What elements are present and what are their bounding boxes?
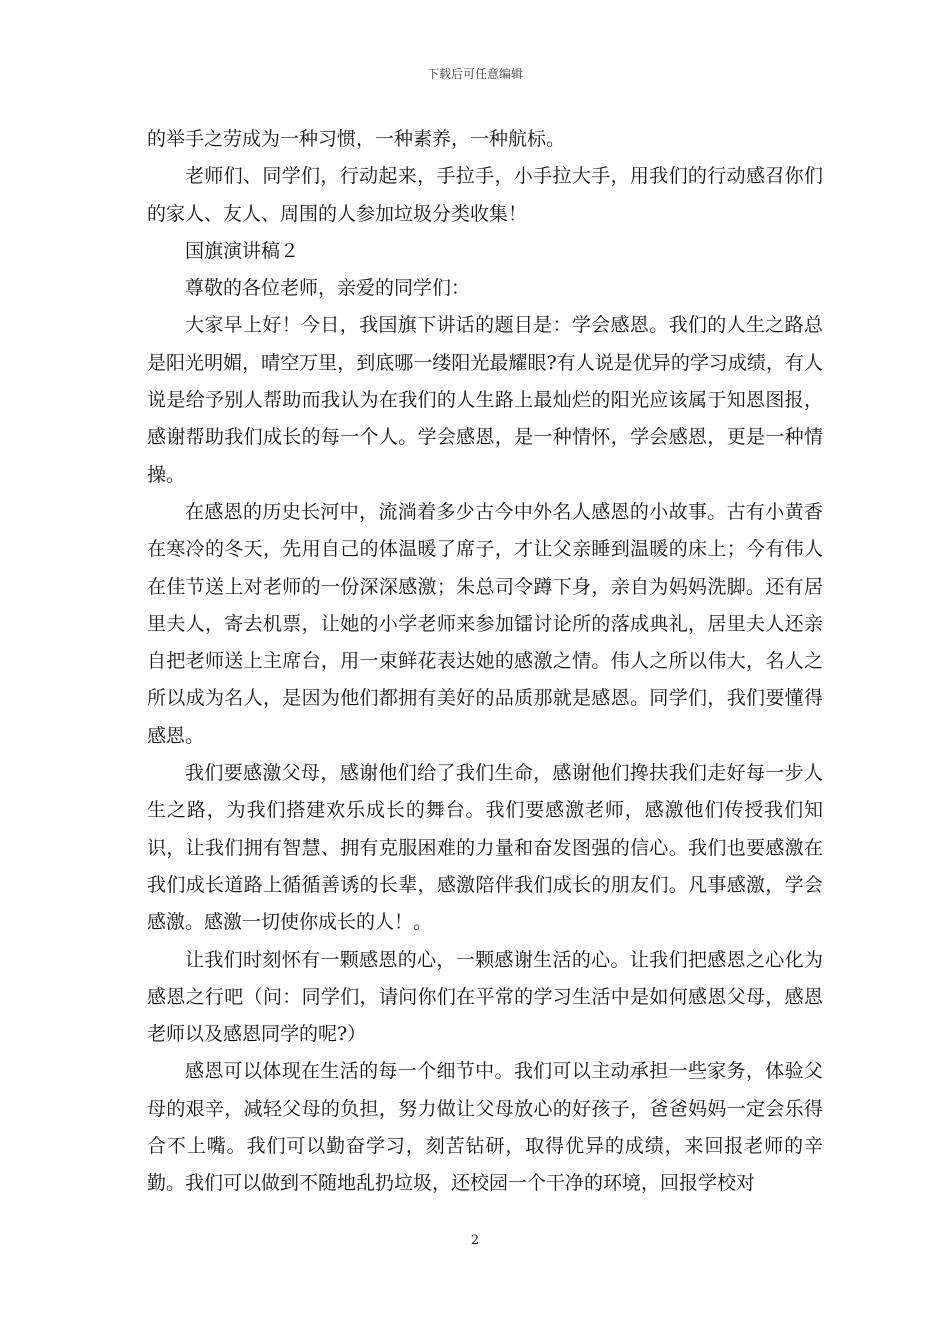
page-number: 2 (470, 1233, 480, 1248)
paragraph-continuation: 的举手之劳成为一种习惯，一种素养，一种航标。 (147, 128, 566, 150)
paragraph-gratitude: 我们要感激父母，感谢他们给了我们生命，感谢他们搀扶我们走好每一步人生之路，为我们搭建欢乐成长的舞台。我们要感激老师，感激他们传授我们知识，让我们拥有智慧、拥有克服困难的力量和奋发图强的信心。我们也要感激在我们成长道路上循循善诱的长辈，感激陪伴我们成长的朋友们。凡事感激，学会感激。感激一切使你成长的人！。 (147, 762, 823, 934)
section-title: 国旗演讲稿２ (185, 239, 300, 262)
paragraph-question: 让我们时刻怀有一颗感恩的心，一颗感谢生活的心。让我们把感恩之心化为感恩之行吧（问：同学们，请问你们在平常的学习生活中是如何感恩父母，感恩老师以及感恩同学的呢?） (147, 948, 823, 1046)
document-body (147, 121, 823, 1203)
page-header: 下载后可任意编辑 (426, 67, 523, 81)
paragraph-intro: 大家早上好！今日，我国旗下讲话的题目是：学会感恩。我们的人生之路总是阳光明媚，晴空万里，到底哪一缕阳光最耀眼?有人说是优异的学习成绩，有人说是给予别人帮助而我认为在我们的人生路上最灿烂的阳光应该属于知恩图报，感谢帮助我们成长的每一个人。学会感恩，是一种情怀，学会感恩，更是一种情操。 (147, 314, 823, 486)
paragraph-call-to-action: 老师们、同学们，行动起来，手拉手，小手拉大手，用我们的行动感召你们的家人、友人、周围的人参加垃圾分类收集！ (147, 165, 823, 225)
paragraph-history: 在感恩的历史长河中，流淌着多少古今中外名人感恩的小故事。古有小黄香在寒冷的冬天，先用自己的体温暖了席子，才让父亲睡到温暖的床上；今有伟人在佳节送上对老师的一份深深感激；朱总司令蹲下身，亲自为妈妈洗脚。还有居里夫人，寄去机票，让她的小学老师来参加镭讨论所的落成典礼，居里夫人还亲自把老师送上主席台，用一束鲜花表达她的感激之情。伟人之所以伟大，名人之所以成为名人，是因为他们都拥有美好的品质那就是感恩。同学们，我们要懂得感恩。 (147, 500, 823, 747)
paragraph-details: 感恩可以体现在生活的每一个细节中。我们可以主动承担一些家务，体验父母的艰辛，减轻父母的负担，努力做让父母放心的好孩子，爸爸妈妈一定会乐得合不上嘴。我们可以勤奋学习，刻苦钻研，取得优异的成绩，来回报老师的辛勤。我们可以做到不随地乱扔垃圾，还校园一个干净的环境，回报学校对 (147, 1060, 823, 1195)
salutation: 尊敬的各位老师，亲爱的同学们： (185, 277, 471, 300)
